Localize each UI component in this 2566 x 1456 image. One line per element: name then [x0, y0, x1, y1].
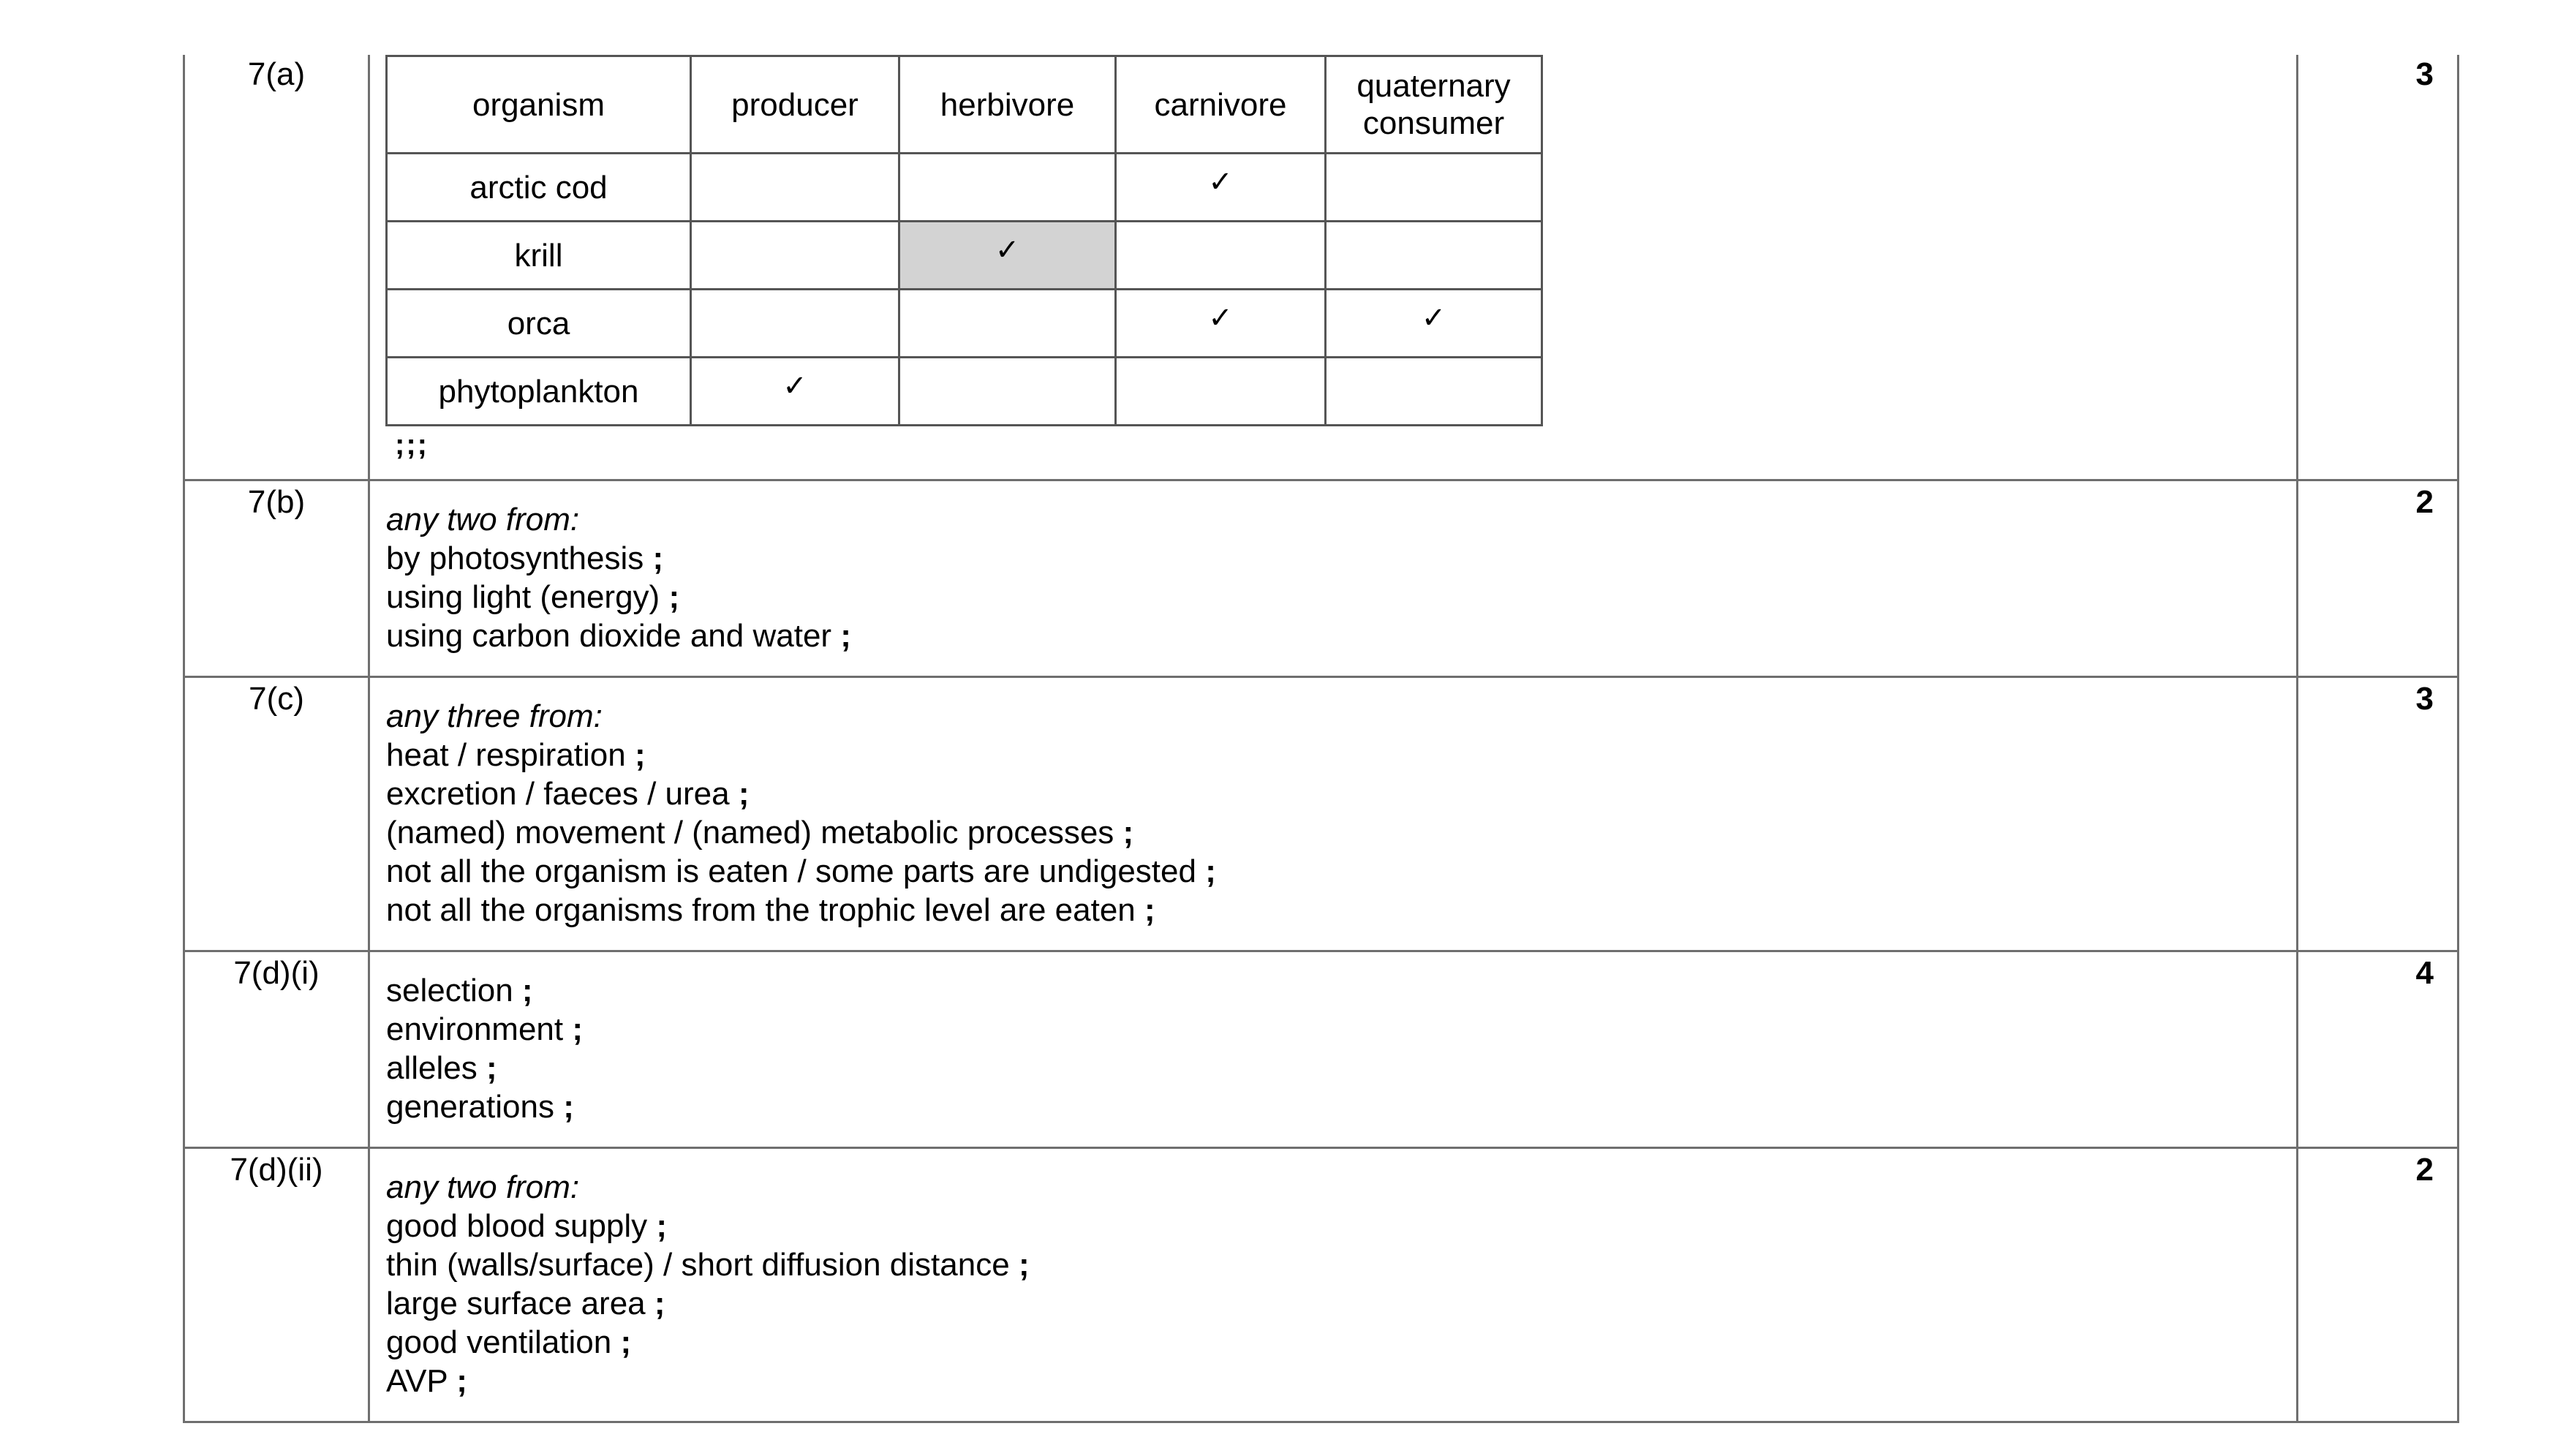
header-carnivore: carnivore: [1116, 56, 1326, 154]
answer-line: good blood supply ;: [386, 1208, 668, 1244]
answer-line: thin (walls/surface) / short diffusion distance ;: [386, 1247, 1030, 1283]
answer-line: good ventilation ;: [386, 1324, 632, 1360]
table-row: [387, 222, 1542, 290]
tick-mark: ✓: [1208, 165, 1233, 199]
table-row: [387, 358, 1542, 426]
organism-name: orca: [387, 290, 691, 358]
question-row-7b: [184, 480, 2459, 677]
answer-line: heat / respiration ;: [386, 737, 646, 773]
answer-line: not all the organisms from the trophic level are eaten ;: [386, 892, 1155, 928]
marks-value: 3: [2298, 677, 2459, 951]
question-number: 7(d)(ii): [184, 1148, 369, 1422]
answer-cell: [369, 480, 2298, 677]
answer-cell: [369, 55, 2298, 480]
marks-value: 3: [2298, 55, 2459, 480]
answer-intro: any two from:: [386, 1169, 580, 1205]
answer-line: selection ;: [386, 973, 533, 1008]
answer-line: environment ;: [386, 1011, 584, 1047]
organism-name: phytoplankton: [387, 358, 691, 426]
marks-value: 2: [2298, 1148, 2459, 1422]
tick-mark: ✓: [995, 233, 1020, 267]
marks-value: 4: [2298, 951, 2459, 1148]
answer-intro: any three from:: [386, 698, 603, 734]
answer-cell: [369, 951, 2298, 1148]
header-organism: organism: [387, 56, 691, 154]
mark-scheme-table: [183, 55, 2459, 1423]
answer-line: alleles ;: [386, 1050, 497, 1086]
question-number: 7(b): [184, 480, 369, 677]
answer-line: generations ;: [386, 1089, 574, 1125]
answer-cell: [369, 1148, 2298, 1422]
question-number: 7(d)(i): [184, 951, 369, 1148]
table-row: [387, 154, 1542, 222]
tick-mark: ✓: [1208, 301, 1233, 335]
answer-line: large surface area ;: [386, 1286, 665, 1321]
answer-line: (named) movement / (named) metabolic processes ;: [386, 815, 1134, 850]
header-quaternary-consumer: quaternary consumer: [1326, 56, 1542, 154]
answer-line: using light (energy) ;: [386, 579, 680, 615]
answer-line: not all the organism is eaten / some parts are undigested ;: [386, 853, 1216, 889]
table-row: [387, 290, 1542, 358]
answer-line: using carbon dioxide and water ;: [386, 618, 851, 654]
tick-mark: ✓: [1421, 301, 1446, 335]
header-herbivore: herbivore: [899, 56, 1116, 154]
mark-points-trailer: ;;;: [395, 429, 429, 461]
question-row-7dii: [184, 1148, 2459, 1422]
organism-name: krill: [387, 222, 691, 290]
trophic-level-table: [385, 55, 1543, 426]
marks-value: 2: [2298, 480, 2459, 677]
answer-cell: [369, 677, 2298, 951]
question-number: 7(c): [184, 677, 369, 951]
question-number: 7(a): [184, 55, 369, 480]
organism-name: arctic cod: [387, 154, 691, 222]
question-row-7c: [184, 677, 2459, 951]
tick-mark: ✓: [782, 369, 807, 403]
answer-intro: any two from:: [386, 502, 580, 537]
table-header-row: [387, 56, 1542, 154]
header-producer: producer: [691, 56, 899, 154]
question-row-7a: [184, 55, 2459, 480]
answer-line: by photosynthesis ;: [386, 540, 664, 576]
answer-line: AVP ;: [386, 1363, 467, 1399]
shaded-cell: [899, 222, 1116, 290]
question-row-7di: [184, 951, 2459, 1148]
answer-line: excretion / faeces / urea ;: [386, 776, 750, 812]
